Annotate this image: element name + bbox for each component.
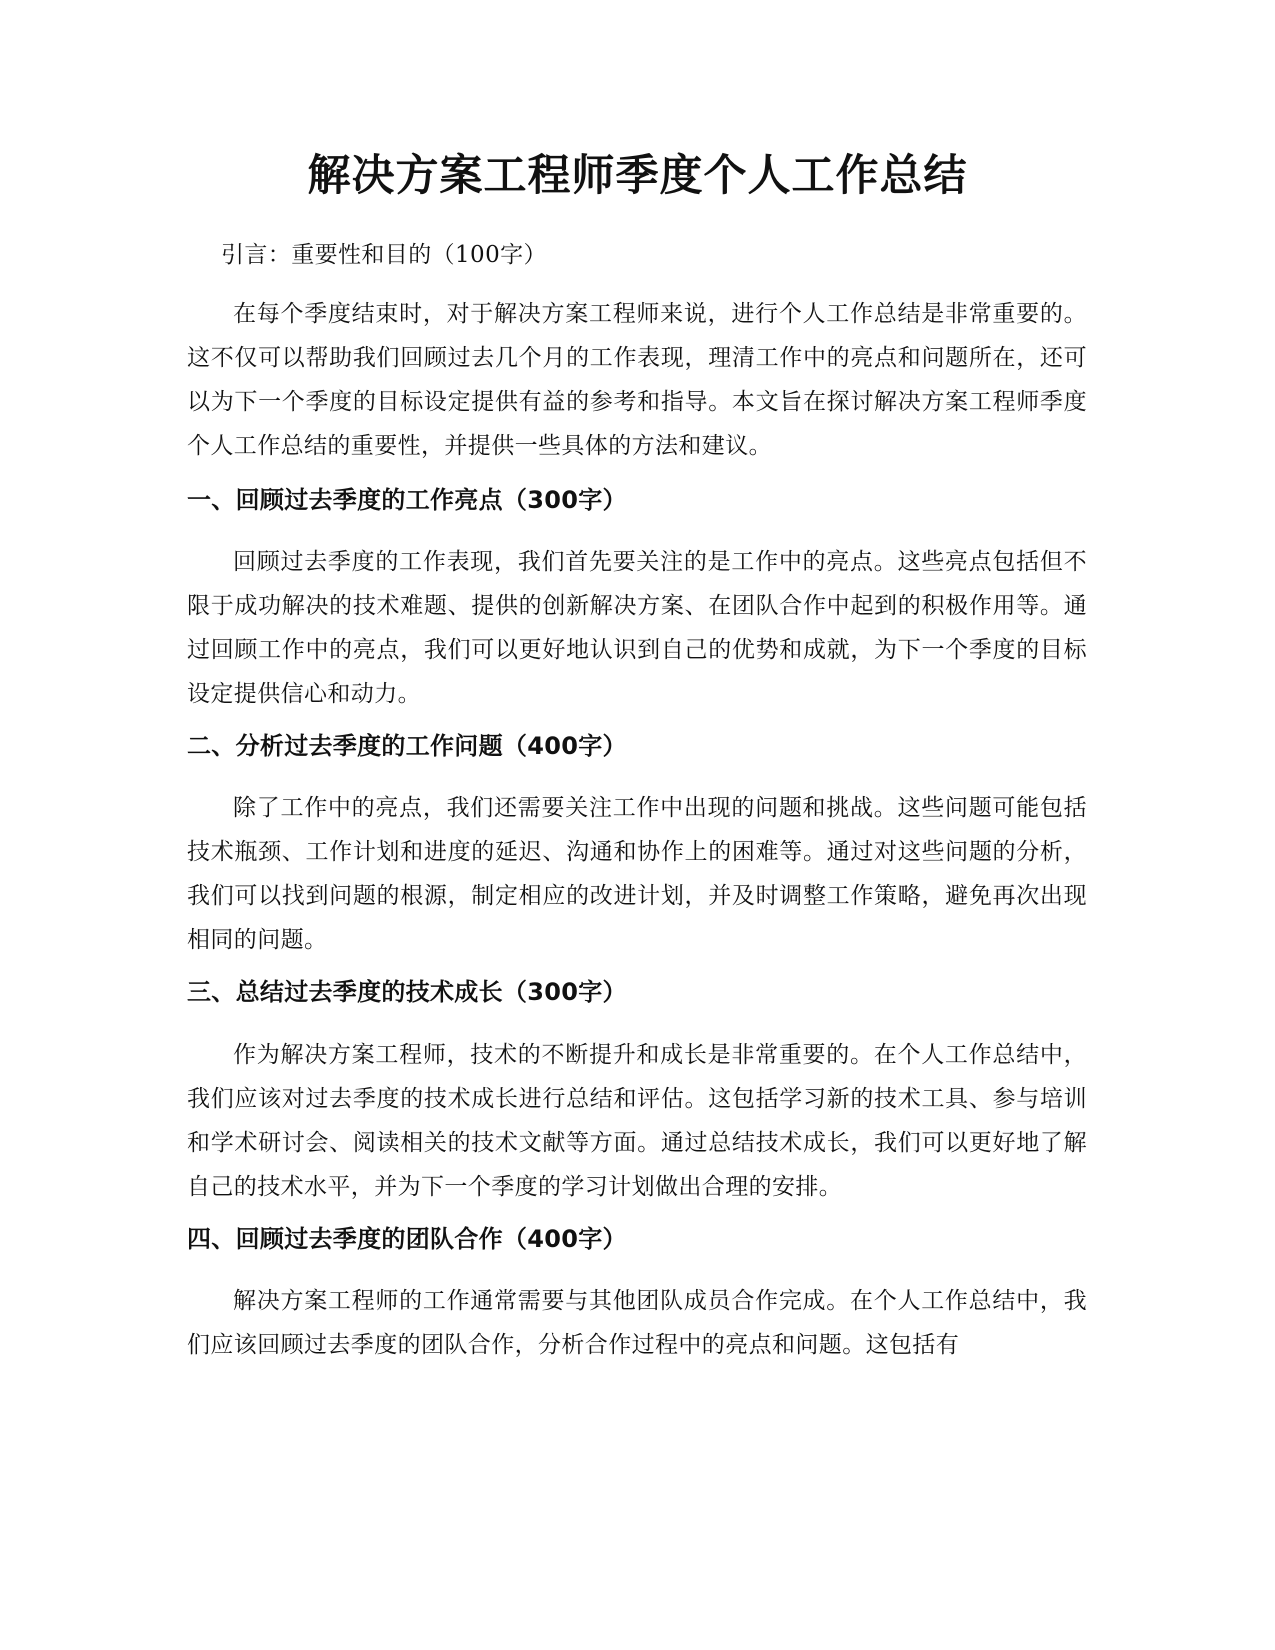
- intro-paragraph: 在每个季度结束时，对于解决方案工程师来说，进行个人工作总结是非常重要的。这不仅可以帮助我们回顾过去几个月的工作表现，理清工作中的亮点和问题所在，还可以为下一个季度的目标设定提供有益的参考和指导。本文旨在探讨解决方案工程师季度个人工作总结的重要性，并提供一些具体的方法和建议。: [187, 301, 1087, 459]
- document-title: 解决方案工程师季度个人工作总结: [307, 151, 968, 201]
- section-heading-2: 二、分析过去季度的工作问题（400字）: [187, 732, 627, 760]
- section-heading-3: 三、总结过去季度的技术成长（300字）: [187, 978, 627, 1006]
- section-heading-1: 一、回顾过去季度的工作亮点（300字）: [187, 486, 627, 514]
- section-paragraph-2: 除了工作中的亮点，我们还需要关注工作中出现的问题和挑战。这些问题可能包括技术瓶颈、工作计划和进度的延迟、沟通和协作上的困难等。通过对这些问题的分析，我们可以找到问题的根源，制定相应的改进计划，并及时调整工作策略，避免再次出现相同的问题。: [187, 795, 1087, 953]
- intro-label: 引言：重要性和目的（100字）: [221, 242, 547, 268]
- section-paragraph-3: 作为解决方案工程师，技术的不断提升和成长是非常重要的。在个人工作总结中，我们应该对过去季度的技术成长进行总结和评估。这包括学习新的技术工具、参与培训和学术研讨会、阅读相关的技术文献等方面。通过总结技术成长，我们可以更好地了解自己的技术水平，并为下一个季度的学习计划做出合理的安排。: [187, 1042, 1087, 1200]
- section-heading-4: 四、回顾过去季度的团队合作（400字）: [187, 1225, 627, 1253]
- section-paragraph-4: 解决方案工程师的工作通常需要与其他团队成员合作完成。在个人工作总结中，我们应该回顾过去季度的团队合作，分析合作过程中的亮点和问题。这包括有: [187, 1288, 1087, 1358]
- section-paragraph-1: 回顾过去季度的工作表现，我们首先要关注的是工作中的亮点。这些亮点包括但不限于成功解决的技术难题、提供的创新解决方案、在团队合作中起到的积极作用等。通过回顾工作中的亮点，我们可以更好地认识到自己的优势和成就，为下一个季度的目标设定提供信心和动力。: [187, 549, 1087, 707]
